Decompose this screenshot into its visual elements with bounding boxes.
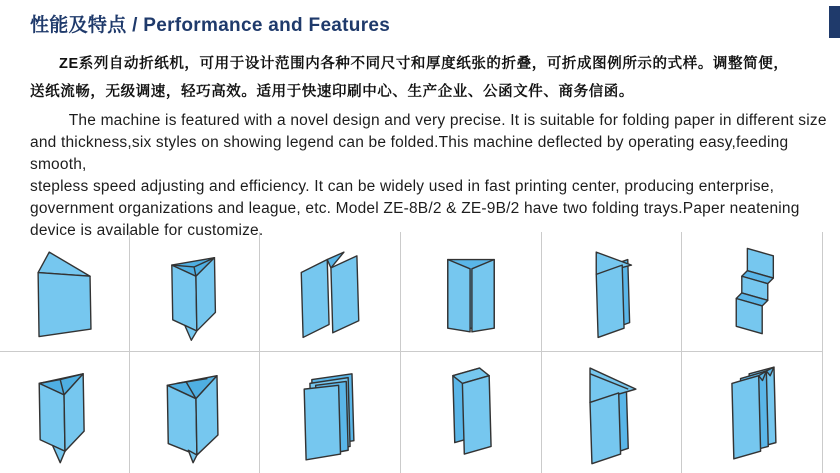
fold-styles-grid: [0, 232, 823, 473]
fold-style-cell: [260, 232, 401, 352]
english-description-line: and thickness,six styles on showing legend can be folded.This machine deflected by operating easy,feeding smooth,: [30, 134, 789, 173]
english-description: [30, 110, 830, 242]
fold-style-cell: [260, 352, 401, 473]
chinese-description-line: 送纸流畅，无级调速，轻巧高效。适用于快速印刷中心、生产企业、公函文件、商务信函。: [30, 84, 634, 100]
z-fold-icon: [287, 241, 373, 343]
english-description-line: stepless speed adjusting and efficiency. It can be widely used in fast printing center, producing enterprise,: [30, 178, 775, 195]
tri-fold-standing-icon: [152, 241, 238, 343]
fold-style-cell: [0, 352, 130, 473]
fold-style-cell: [542, 352, 682, 473]
page-title: 性能及特点 / Performance and Features: [30, 15, 391, 36]
corner-marker: [829, 6, 840, 38]
chinese-description: [30, 50, 816, 106]
double-fold-open-icon: [569, 360, 655, 466]
fold-style-cell: [401, 232, 542, 352]
accordion-booklet-icon: [709, 360, 795, 466]
accordion-fold-icon: [709, 241, 795, 343]
fold-style-cell: [682, 352, 823, 473]
gate-fold-icon: [428, 241, 514, 343]
fold-style-cell: [401, 352, 542, 473]
fold-style-cell: [682, 232, 823, 352]
fold-style-cell: [130, 352, 260, 473]
half-fold-icon: [22, 241, 108, 343]
roll-tri-fold-open-icon: [22, 360, 108, 466]
roll-tri-fold-icon: [152, 360, 238, 466]
wrap-fold-icon: [569, 241, 655, 343]
fold-style-cell: [0, 232, 130, 352]
fold-style-cell: [542, 232, 682, 352]
parallel-fold-icon: [428, 360, 514, 466]
fold-style-cell: [130, 232, 260, 352]
chinese-description-line: ZE系列自动折纸机，可用于设计范围内各种不同尺寸和厚度纸张的折叠，可折成图例所示的式样。调整简便，: [59, 56, 789, 72]
english-description-line: The machine is featured with a novel design and very precise. It is suitable for folding paper in different size: [68, 112, 827, 129]
book-fold-icon: [287, 360, 373, 466]
english-description-line: device is available for customize.: [30, 222, 264, 239]
english-description-line: government organizations and league, etc. Model ZE-8B/2 & ZE-9B/2 have two folding trays.Paper neatening: [30, 200, 800, 217]
